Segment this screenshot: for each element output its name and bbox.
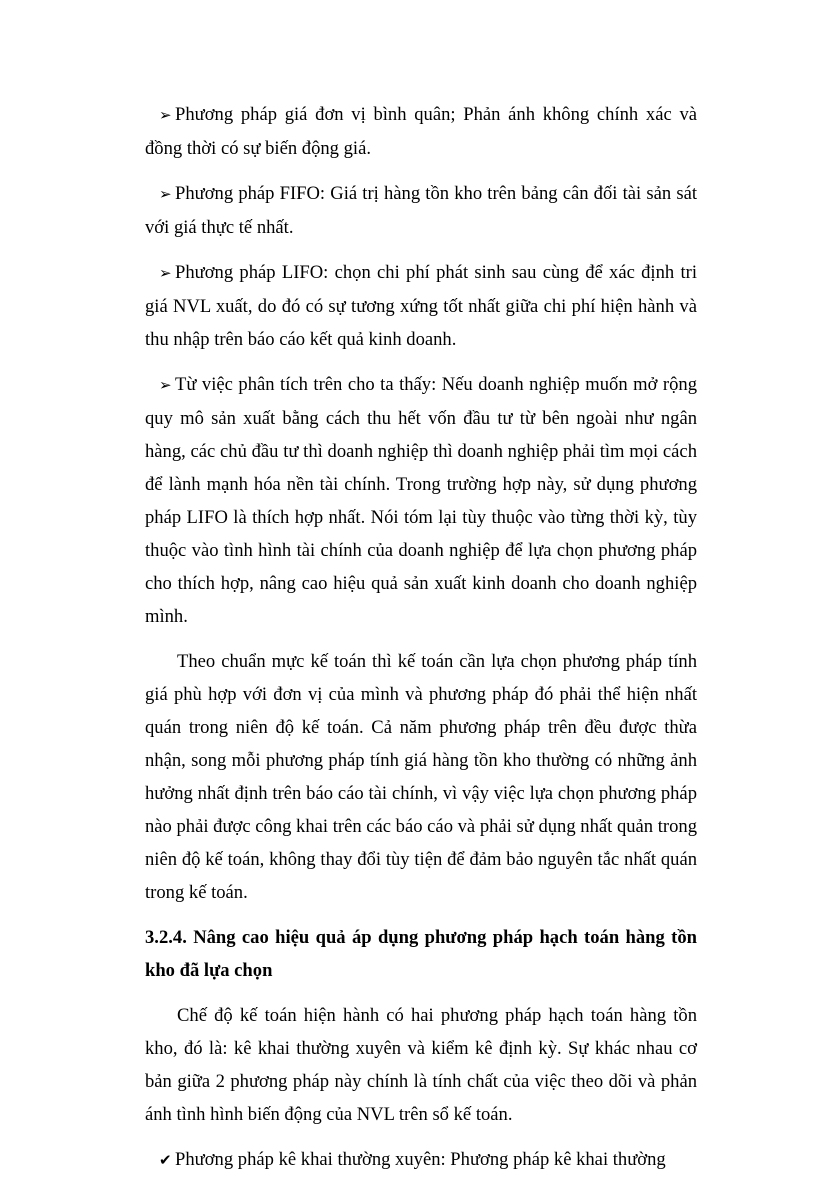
check-paragraph-1 [145, 1143, 697, 1177]
bullet-text-3: Phương pháp LIFO: chọn chi phí phát sinh sau cùng để xác định tri giá NVL xuất, do đó có sự tương xứng tốt nhất giữa chi phí hiện hành và thu nhập trên báo cáo kết quả kinh doanh. [145, 262, 697, 350]
arrow-bullet-icon: ➢ [159, 264, 172, 282]
section-heading: 3.2.4. Nâng cao hiệu quả áp dụng phương pháp hạch toán hàng tồn kho đã lựa chọn [145, 927, 697, 981]
bullet-paragraph-3 [145, 256, 697, 356]
bullet-paragraph-1 [145, 98, 697, 165]
arrow-bullet-icon: ➢ [159, 106, 172, 124]
bullet-paragraph-2 [145, 177, 697, 244]
checkmark-bullet-icon: ✔ [159, 1151, 172, 1169]
body-paragraph-1: Theo chuẩn mực kế toán thì kế toán cần lựa chọn phương pháp tính giá phù hợp với đơn vị của mình và phương pháp đó phải thể hiện nhất quán trong niên độ kế toán. Cả năm phương pháp trên đều được thừa nhận, song mỗi phương pháp tính giá hàng tồn kho thường có những ảnh hưởng nhất định trên báo cáo tài chính, vì vậy việc lựa chọn phương pháp nào phải được công khai trên các báo cáo và phải sử dụng nhất quản trong niên độ kế toán, không thay đổi tùy tiện để đảm bảo nguyên tắc nhất quán trong kế toán. [145, 651, 697, 903]
bullet-text-2: Phương pháp FIFO: Giá trị hàng tồn kho trên bảng cân đối tài sản sát với giá thực tế nhất. [145, 183, 697, 238]
bullet-text-4: Từ việc phân tích trên cho ta thấy: Nếu doanh nghiệp muốn mở rộng quy mô sản xuất bằng cách thu hết vốn đầu tư từ bên ngoài như ngân hàng, các chủ đầu tư thì doanh nghiệp thì doanh nghiệp phải tìm mọi cách để lành mạnh hóa nền tài chính. Trong trường hợp này, sử dụng phương pháp LIFO là thích hợp nhất. Nói tóm lại tùy thuộc vào từng thời kỳ, tùy thuộc vào tình hình tài chính của doanh nghiệp để lựa chọn phương pháp cho thích hợp, nâng cao hiệu quả sản xuất kinh doanh cho doanh nghiệp mình. [145, 374, 697, 627]
bullet-paragraph-4 [145, 368, 697, 633]
check-text-1: Phương pháp kê khai thường xuyên: Phương pháp kê khai thường [175, 1149, 666, 1170]
document-page [145, 98, 697, 1189]
body-paragraph-2: Chế độ kế toán hiện hành có hai phương pháp hạch toán hàng tồn kho, đó là: kê khai thường xuyên và kiểm kê định kỳ. Sự khác nhau cơ bản giữa 2 phương pháp này chính là tính chất của việc theo dõi và phản ánh tình hình biến động của NVL trên sổ kế toán. [145, 1005, 697, 1125]
bullet-text-1: Phương pháp giá đơn vị bình quân; Phản ánh không chính xác và đồng thời có sự biến động giá. [145, 104, 697, 159]
arrow-bullet-icon: ➢ [159, 376, 172, 394]
arrow-bullet-icon: ➢ [159, 185, 172, 203]
